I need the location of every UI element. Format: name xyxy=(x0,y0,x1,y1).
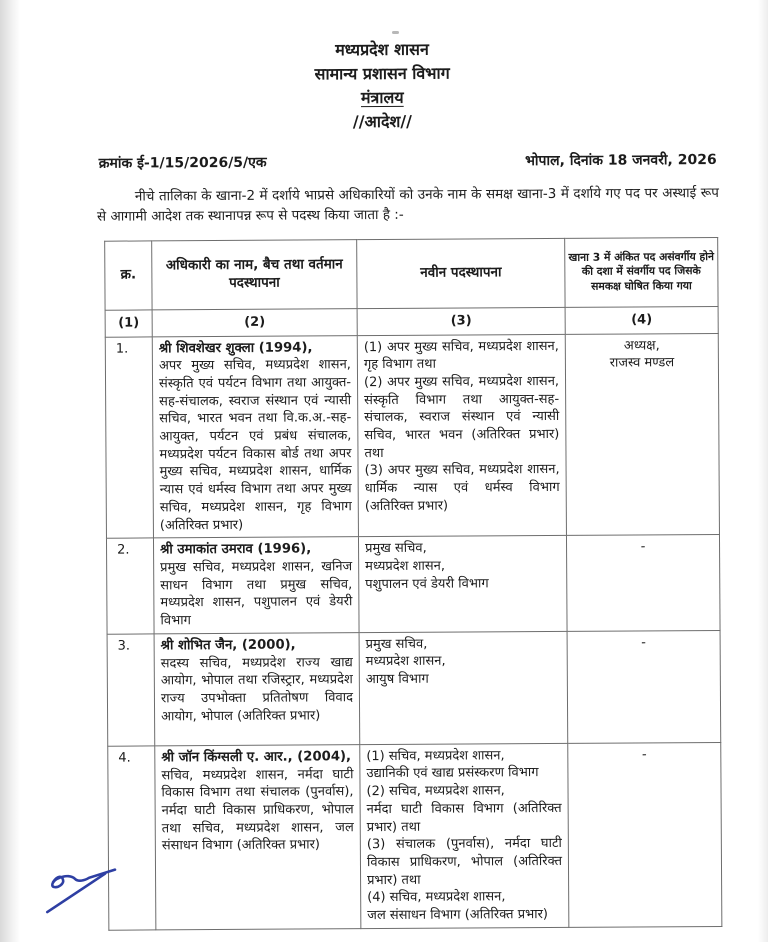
current-posting-text: अपर मुख्य सचिव, मध्यप्रदेश शासन, संस्कृति एवं पर्यटन विभाग तथा आयुक्त-सह-संचालक, स्वराज संस्थान एवं न्यासी सचिव, भारत भवन तथा वि.क.अ.-सह-आयुक्त, पर्यटन एवं प्रबंध संचालक, मध्यप्रदेश पर्यटन विकास बोर्ड तथा अपर मुख्य सचिव, मध्यप्रदेश शासन, धार्मिक न्यास एवं धर्मस्व विभाग तथा अपर मुख्य सचिव, मध्यप्रदेश शासन, गृह विभाग (अतिरिक्त प्रभार) xyxy=(158,357,352,533)
col-number: (1) xyxy=(105,309,152,336)
equivalent-post: - xyxy=(568,742,722,927)
postings-table xyxy=(104,236,722,930)
current-posting-text: सदस्य सचिव, मध्यप्रदेश राज्य खाद्य आयोग, भोपाल तथा रजिस्ट्रार, मध्यप्रदेश राज्य उपभोक्ता प्रतितोषण विवाद आयोग, भोपाल (अतिरिक्त प्रभार) xyxy=(160,654,354,725)
table-row xyxy=(105,333,719,538)
table-row xyxy=(108,742,722,929)
equivalent-post: अध्यक्ष, राजस्व मण्डल xyxy=(565,333,719,536)
col-number: (3) xyxy=(357,307,565,335)
column-number-row xyxy=(105,306,718,337)
document-header xyxy=(0,0,767,136)
col-header-serial: क्र. xyxy=(105,240,152,309)
table-row xyxy=(107,630,721,746)
serial-number: 1. xyxy=(105,336,153,538)
col-header-new-posting: नवीन पदस्थापना xyxy=(357,238,565,308)
table-header-row xyxy=(105,237,718,310)
table-row xyxy=(106,535,720,634)
current-posting-text: प्रमुख सचिव, मध्यप्रदेश शासन, खनिज साधन विभाग तथा प्रमुख सचिव, मध्यप्रदेश शासन, पशुपालन एवं डेयरी विभाग xyxy=(160,559,353,629)
department-name: सामान्य प्रशासन विभाग xyxy=(314,63,450,84)
equivalent-post: - xyxy=(566,535,720,632)
officer-current-posting xyxy=(155,744,361,929)
col-header-officer: अधिकारी का नाम, बैच तथा वर्तमान पदस्थापना xyxy=(152,239,357,309)
col-number: (4) xyxy=(565,306,718,334)
serial-number: 2. xyxy=(106,538,154,634)
new-posting: प्रमुख सचिव, मध्यप्रदेश शासन, पशुपालन एवं डेयरी विभाग xyxy=(358,536,567,633)
new-posting: (1) अपर मुख्य सचिव, मध्यप्रदेश शासन, गृह विभाग तथा (2) अपर मुख्य सचिव, मध्यप्रदेश शासन, संस्कृति विभाग तथा आयुक्त-सह-संचालक, स्वराज संस्थान एवं न्यासी सचिव, भारत भवन (अतिरिक्त प्रभार) तथा (3) अपर मुख्य सचिव, मध्यप्रदेश शासन, धार्मिक न्यास एवं धर्मस्व विभाग (अतिरिक्त प्रभार) xyxy=(357,334,566,537)
serial-number: 3. xyxy=(107,634,155,746)
new-posting: प्रमुख सचिव, मध्यप्रदेश शासन, आयुष विभाग xyxy=(359,631,568,744)
office-name: मंत्रालय xyxy=(360,87,404,108)
reference-line xyxy=(99,150,717,173)
current-posting-text: सचिव, मध्यप्रदेश शासन, नर्मदा घाटी विकास विभाग तथा संचालक (पुनर्वास), नर्मदा घाटी विकास प्राधिकरण, भोपाल तथा सचिव, मध्यप्रदेश शासन, जल संसाधन विभाग (अतिरिक्त प्रभार) xyxy=(161,766,354,854)
intro-paragraph: नीचे तालिका के खाना-2 में दर्शाये भाप्रसे अधिकारियों को उनके नाम के समक्ष खाना-3 में दर्शाये गए पद पर अस्थाई रूप से आगामी आदेश तक स्थानापन्न रूप से पदस्थ किया जाता है :- xyxy=(96,184,719,225)
serial-number: 4. xyxy=(108,746,156,930)
ref-number: क्रमांक ई-1/15/2026/5/एक xyxy=(98,154,267,172)
signature-mark xyxy=(39,859,159,920)
col-number: (2) xyxy=(152,308,357,336)
place-date: भोपाल, दिनांक 18 जनवरी, 2026 xyxy=(525,151,717,170)
org-name: मध्यप्रदेश शासन xyxy=(335,39,429,60)
officer-current-posting xyxy=(153,537,359,634)
officer-name: श्री जॉन किंग्सली ए. आर., (2004), xyxy=(161,749,352,766)
officer-name: श्री शोभित जैन, (2000), xyxy=(160,637,296,654)
equivalent-post: - xyxy=(567,630,721,743)
col-header-equivalent: खाना 3 में अंकित पद असंवर्गीय होने की दशा में संवर्गीय पद जिसके समकक्ष घोषित किया गया xyxy=(565,237,718,307)
officer-name: श्री उमाकांत उमराव (1996), xyxy=(160,541,312,558)
order-title: //आदेश// xyxy=(352,111,413,132)
officer-name: श्री शिवशेखर शुक्ला (1994), xyxy=(158,339,313,356)
officer-current-posting xyxy=(154,632,360,745)
officer-current-posting xyxy=(152,335,358,538)
new-posting: (1) सचिव, मध्यप्रदेश शासन, उद्यानिकी एवं खाद्य प्रसंस्करण विभाग (2) सचिव, मध्यप्रदेश शासन, नर्मदा घाटी विकास विभाग (अतिरिक्त प्रभार) तथा (3) संचालक (पुनर्वास), नर्मदा घाटी विकास प्राधिकरण, भोपाल (अतिरिक्त प्रभार) तथा (4) सचिव, मध्यप्रदेश शासन, जल संसाधन विभाग (अतिरिक्त प्रभार) xyxy=(360,743,569,928)
